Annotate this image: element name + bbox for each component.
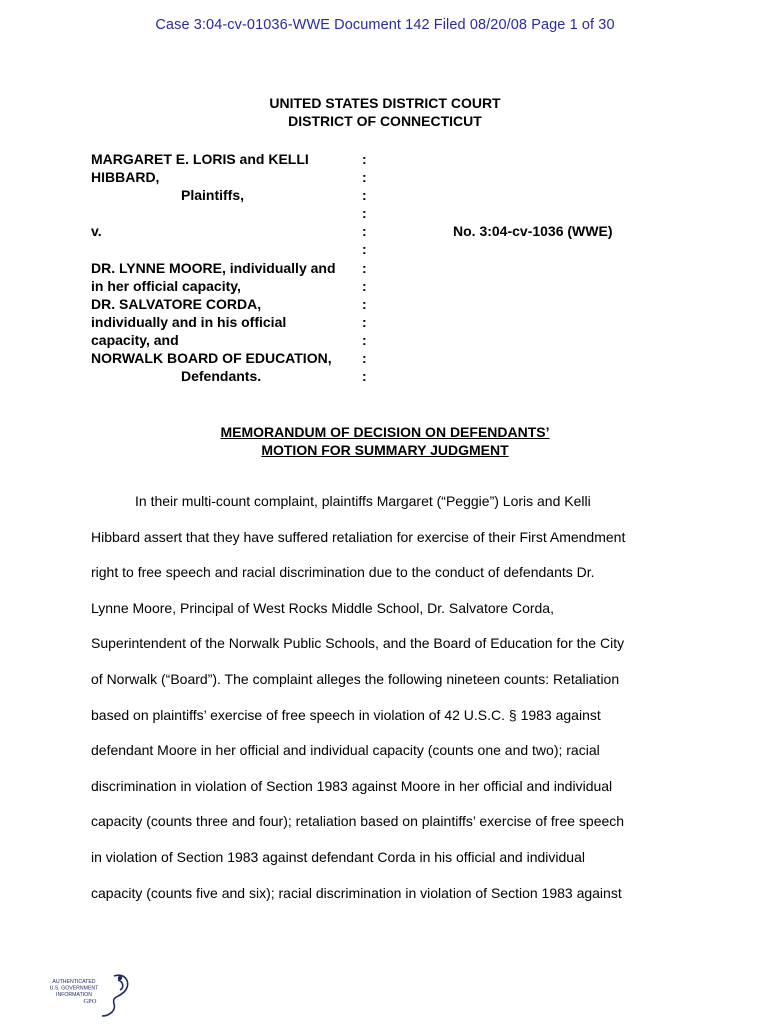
caption-colon: : bbox=[362, 313, 367, 330]
caption-colon: : bbox=[362, 277, 367, 294]
caption-colon: : bbox=[362, 331, 367, 348]
document-title bbox=[0, 423, 770, 459]
court-heading bbox=[0, 94, 770, 130]
caption-row bbox=[91, 150, 731, 168]
seal-text-2: U.S. GOVERNMENT bbox=[49, 985, 99, 992]
caption-row bbox=[91, 367, 731, 385]
caption-colon: : bbox=[362, 368, 367, 385]
body-line: capacity (counts three and four); retaliation based on plaintiffs’ exercise of free speech bbox=[91, 813, 625, 830]
body-line: in violation of Section 1983 against defendant Corda in his official and individual bbox=[91, 848, 585, 865]
caption-row bbox=[91, 204, 731, 222]
caption-colon: : bbox=[362, 151, 367, 167]
body-line: Lynne Moore, Principal of West Rocks Middle School, Dr. Salvatore Corda, bbox=[91, 599, 554, 616]
caption-row bbox=[91, 313, 731, 331]
caption-row bbox=[91, 222, 731, 240]
body-line: Hibbard assert that they have suffered retaliation for exercise of their First Amendment bbox=[91, 528, 626, 545]
caption-party-text: DR. SALVATORE CORDA, bbox=[91, 295, 262, 312]
body-text bbox=[91, 491, 691, 918]
caption-party-text: capacity, and bbox=[91, 331, 179, 348]
caption-row bbox=[91, 168, 731, 186]
caption-colon: : bbox=[362, 241, 367, 258]
caption-row bbox=[91, 295, 731, 313]
body-line: capacity (counts five and six); racial discrimination in violation of Section 1983 against bbox=[91, 884, 622, 901]
body-line: In their multi-count complaint, plaintiffs Margaret (“Peggie”) Loris and Kelli bbox=[135, 493, 591, 509]
caption-row bbox=[91, 331, 731, 349]
caption-party-text: MARGARET E. LORIS and KELLI bbox=[91, 151, 309, 167]
caption-colon: : bbox=[362, 169, 367, 186]
body-line: Superintendent of the Norwalk Public Schools, and the Board of Education for the City bbox=[91, 635, 625, 652]
court-district: DISTRICT OF CONNECTICUT bbox=[288, 113, 482, 129]
caption-party-text: DR. LYNNE MOORE, individually and bbox=[91, 259, 336, 276]
caption-party-text: NORWALK BOARD OF EDUCATION, bbox=[91, 350, 332, 367]
caption-row bbox=[91, 259, 731, 277]
caption-colon: : bbox=[362, 350, 367, 367]
caption-party-text: individually and in his official bbox=[91, 313, 287, 330]
caption-colon: : bbox=[362, 259, 367, 276]
body-line: discrimination in violation of Section 1983 against Moore in her official and individual bbox=[91, 777, 613, 794]
caption-row bbox=[91, 186, 731, 204]
caption-colon: : bbox=[362, 295, 367, 312]
caption-colon: : bbox=[362, 223, 367, 240]
body-line: of Norwalk (“Board”). The complaint alleges the following nineteen counts: Retaliation bbox=[91, 670, 620, 687]
seal-text-1: AUTHENTICATED bbox=[52, 979, 96, 985]
seal-text-3: INFORMATION bbox=[56, 992, 92, 998]
title-line-1: MEMORANDUM OF DECISION ON DEFENDANTS’ bbox=[220, 424, 550, 440]
eagle-icon bbox=[40, 970, 135, 1020]
caption-party-text: HIBBARD, bbox=[91, 169, 160, 186]
court-name: UNITED STATES DISTRICT COURT bbox=[269, 95, 501, 111]
case-number: No. 3:04-cv-1036 (WWE) bbox=[453, 223, 613, 240]
body-line: defendant Moore in her official and individual capacity (counts one and two); racial bbox=[91, 742, 600, 759]
caption-row bbox=[91, 240, 731, 258]
caption-party-text: v. bbox=[91, 223, 102, 240]
gpo-authentication-seal bbox=[40, 970, 135, 1020]
case-caption bbox=[91, 150, 731, 385]
caption-party-text: Defendants. bbox=[181, 368, 262, 385]
filing-stamp: Case 3:04-cv-01036-WWE Document 142 Filed 08/20/08 Page 1 of 30 bbox=[155, 17, 615, 33]
caption-colon: : bbox=[362, 187, 367, 204]
seal-text-gpo: GPO bbox=[83, 998, 97, 1005]
caption-party-text: Plaintiffs, bbox=[181, 187, 245, 204]
caption-row bbox=[91, 277, 731, 295]
caption-party-text: in her official capacity, bbox=[91, 277, 241, 294]
title-line-2: MOTION FOR SUMMARY JUDGMENT bbox=[261, 442, 509, 458]
body-line: based on plaintiffs’ exercise of free speech in violation of 42 U.S.C. § 1983 against bbox=[91, 706, 601, 723]
body-line: right to free speech and racial discrimination due to the conduct of defendants Dr. bbox=[91, 564, 595, 581]
caption-colon: : bbox=[362, 205, 367, 222]
caption-row bbox=[91, 349, 731, 367]
